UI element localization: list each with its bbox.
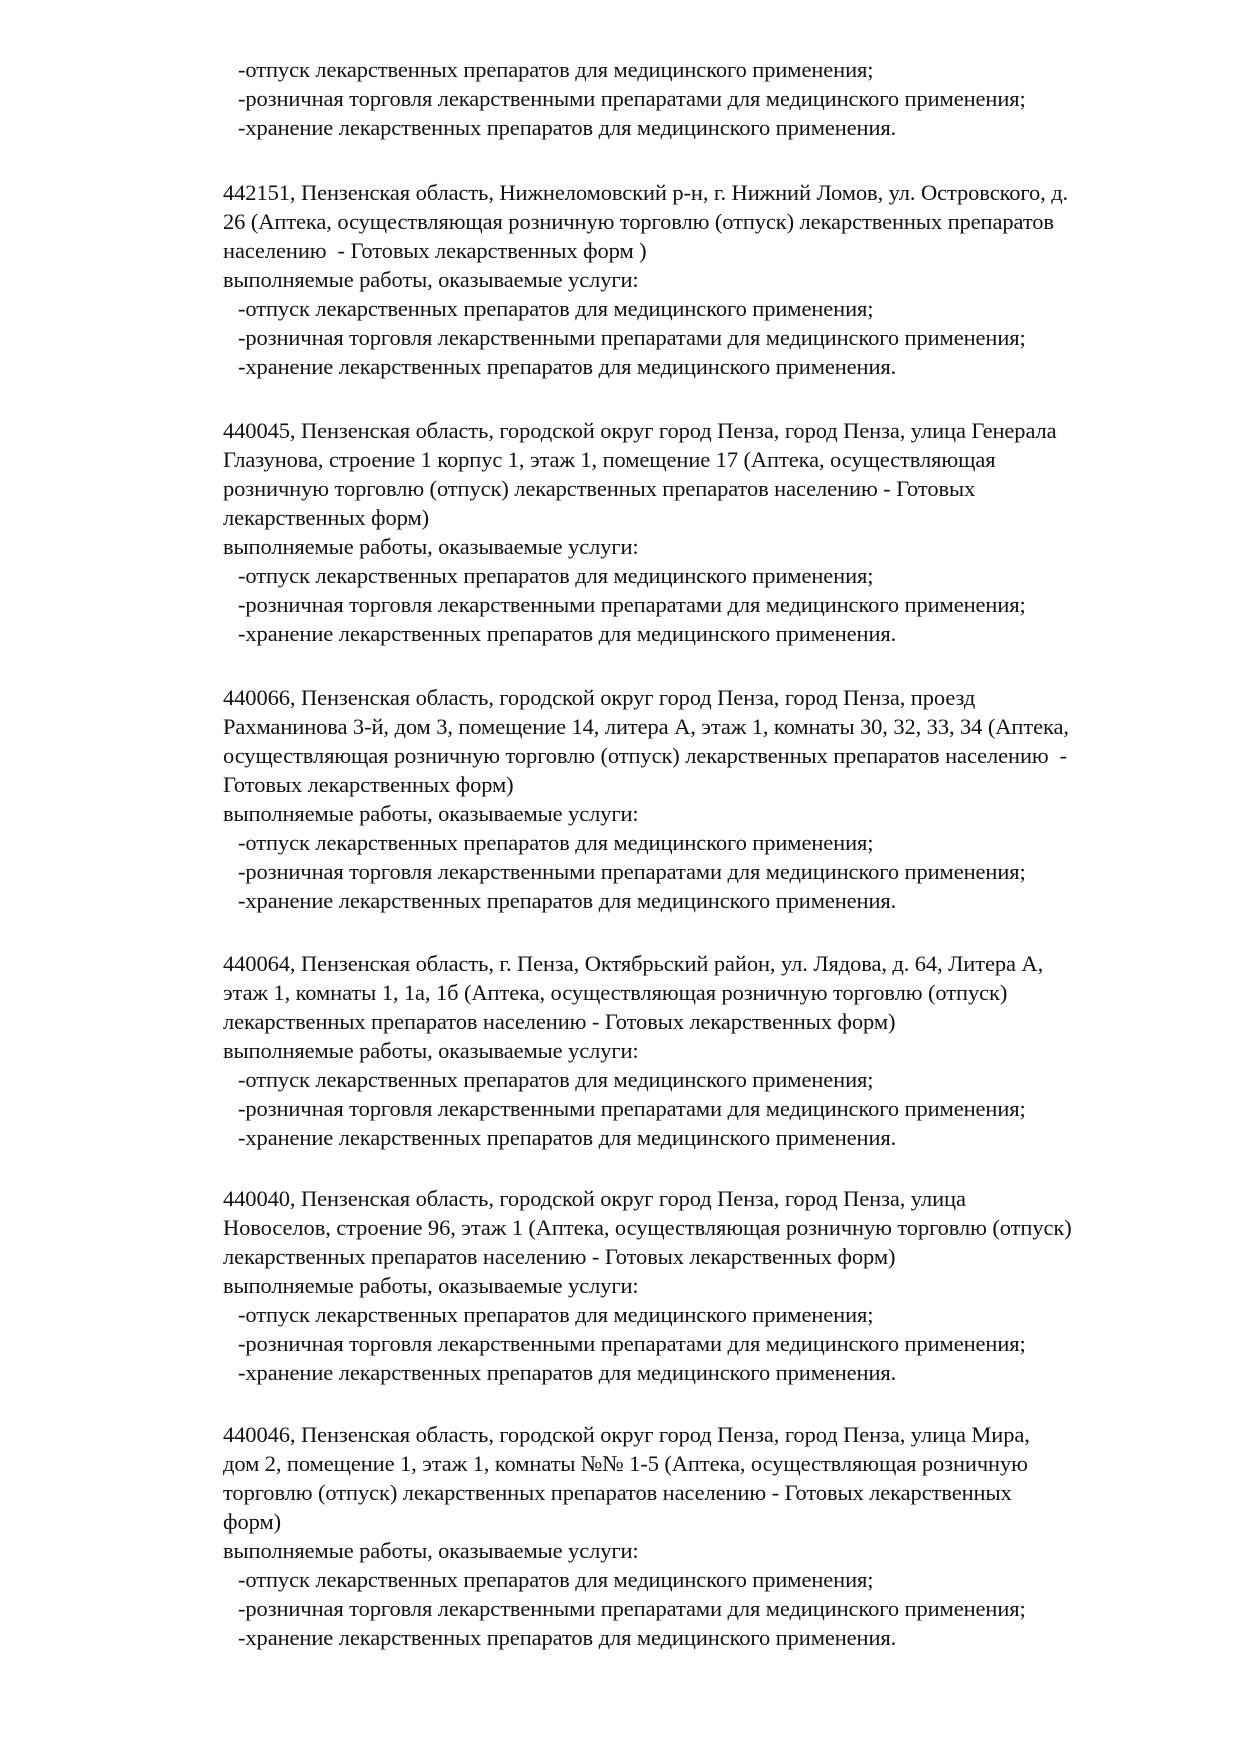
service-item: -отпуск лекарственных препаратов для медицинского применения;	[238, 296, 874, 321]
address-line: населению - Готовых лекарственных форм )	[223, 238, 647, 263]
service-item: -хранение лекарственных препаратов для медицинского применения.	[238, 621, 897, 646]
service-item: -отпуск лекарственных препаратов для медицинского применения;	[238, 1067, 874, 1092]
address-line: форм)	[223, 1509, 281, 1534]
service-item: -отпуск лекарственных препаратов для медицинского применения;	[238, 830, 874, 855]
service-item: -хранение лекарственных препаратов для медицинского применения.	[238, 1360, 897, 1385]
address-line: 440046, Пензенская область, городской округ город Пенза, город Пенза, улица Мира,	[223, 1422, 1030, 1447]
services-heading: выполняемые работы, оказываемые услуги:	[223, 1538, 639, 1563]
service-item: -розничная торговля лекарственными препаратами для медицинского применения;	[238, 325, 1026, 350]
service-item: -хранение лекарственных препаратов для медицинского применения.	[238, 888, 897, 913]
address-line: Готовых лекарственных форм)	[223, 772, 514, 797]
service-item: -отпуск лекарственных препаратов для медицинского применения;	[238, 1567, 874, 1592]
address-line: 442151, Пензенская область, Нижнеломовский р-н, г. Нижний Ломов, ул. Островского, д.	[223, 180, 1069, 205]
address-line: лекарственных препаратов населению - Готовых лекарственных форм)	[223, 1009, 896, 1034]
address-line: 440066, Пензенская область, городской округ город Пенза, город Пенза, проезд	[223, 685, 976, 710]
services-heading: выполняемые работы, оказываемые услуги:	[223, 1273, 639, 1298]
address-line: лекарственных препаратов населению - Готовых лекарственных форм)	[223, 1244, 896, 1269]
service-item: -розничная торговля лекарственными препаратами для медицинского применения;	[238, 1596, 1026, 1621]
address-line: лекарственных форм)	[223, 505, 429, 530]
service-item: -хранение лекарственных препаратов для медицинского применения.	[238, 354, 897, 379]
service-item: -розничная торговля лекарственными препаратами для медицинского применения;	[238, 1331, 1026, 1356]
address-line: 440045, Пензенская область, городской округ город Пенза, город Пенза, улица Генерала	[223, 418, 1057, 443]
address-line: 440040, Пензенская область, городской округ город Пенза, город Пенза, улица	[223, 1186, 966, 1211]
address-line: Глазунова, строение 1 корпус 1, этаж 1, помещение 17 (Аптека, осуществляющая	[223, 447, 996, 472]
service-item: -хранение лекарственных препаратов для медицинского применения.	[238, 1125, 897, 1150]
service-item: -отпуск лекарственных препаратов для медицинского применения;	[238, 57, 874, 82]
services-heading: выполняемые работы, оказываемые услуги:	[223, 801, 639, 826]
service-item: -розничная торговля лекарственными препаратами для медицинского применения;	[238, 859, 1026, 884]
address-line: Новоселов, строение 96, этаж 1 (Аптека, осуществляющая розничную торговлю (отпуск)	[223, 1215, 1072, 1240]
address-line: дом 2, помещение 1, этаж 1, комнаты №№ 1-5 (Аптека, осуществляющая розничную	[223, 1451, 1028, 1476]
address-line: 440064, Пензенская область, г. Пенза, Октябрьский район, ул. Лядова, д. 64, Литера А,	[223, 951, 1044, 976]
address-line: осуществляющая розничную торговлю (отпуск) лекарственных препаратов населению -	[223, 743, 1068, 768]
services-heading: выполняемые работы, оказываемые услуги:	[223, 534, 639, 559]
address-line: этаж 1, комнаты 1, 1а, 1б (Аптека, осуществляющая розничную торговлю (отпуск)	[223, 980, 1008, 1005]
service-item: -хранение лекарственных препаратов для медицинского применения.	[238, 1625, 897, 1650]
services-heading: выполняемые работы, оказываемые услуги:	[223, 267, 639, 292]
service-item: -розничная торговля лекарственными препаратами для медицинского применения;	[238, 1096, 1026, 1121]
address-line: торговлю (отпуск) лекарственных препаратов населению - Готовых лекарственных	[223, 1480, 1012, 1505]
address-line: розничную торговлю (отпуск) лекарственных препаратов населению - Готовых	[223, 476, 976, 501]
service-item: -отпуск лекарственных препаратов для медицинского применения;	[238, 1302, 874, 1327]
service-item: -розничная торговля лекарственными препаратами для медицинского применения;	[238, 86, 1026, 111]
services-heading: выполняемые работы, оказываемые услуги:	[223, 1038, 639, 1063]
service-item: -отпуск лекарственных препаратов для медицинского применения;	[238, 563, 874, 588]
address-line: Рахманинова 3-й, дом 3, помещение 14, литера А, этаж 1, комнаты 30, 32, 33, 34 (Аптека,	[223, 714, 1069, 739]
service-item: -хранение лекарственных препаратов для медицинского применения.	[238, 115, 897, 140]
address-line: 26 (Аптека, осуществляющая розничную торговлю (отпуск) лекарственных препаратов	[223, 209, 1054, 234]
service-item: -розничная торговля лекарственными препаратами для медицинского применения;	[238, 592, 1026, 617]
